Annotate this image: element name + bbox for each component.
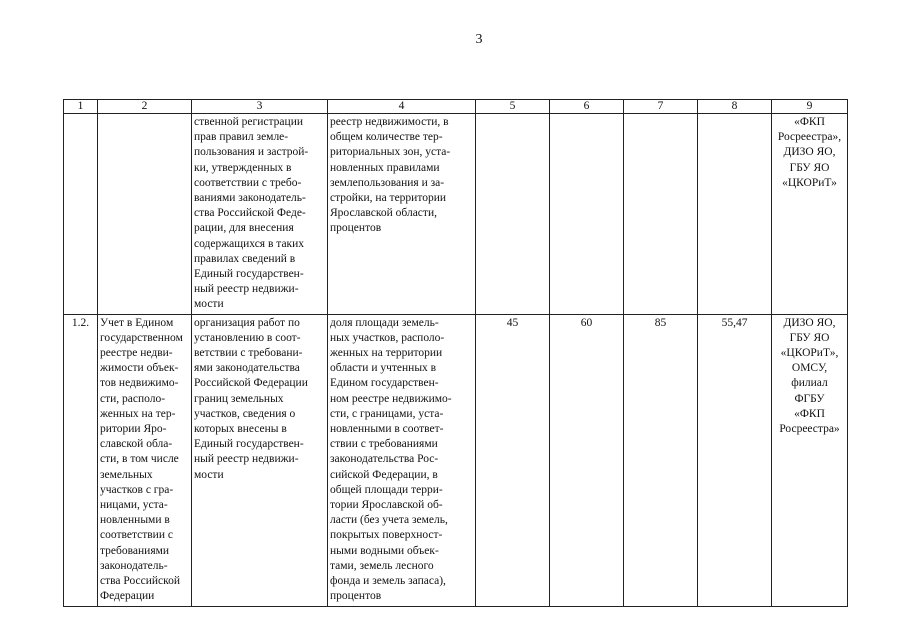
header-cell-2: 2: [98, 100, 192, 114]
header-cell-5: 5: [476, 100, 550, 114]
header-cell-6: 6: [550, 100, 624, 114]
responsible-cell: ДИЗО ЯО, ГБУ ЯО «ЦКОРиТ», ОМСУ, филиал ФГБУ «ФКП Росреестра»: [772, 314, 848, 606]
activity-cell: ственной регистрации прав правил земле- пользования и застрой- ки, утвержденных в соответствии с требо- ваниями законодатель- ства Российской Федe- рации, для внесения содержащихся в таких правилах сведений в Единый государствен- ный реестр недвижи- мости: [192, 114, 328, 315]
value-cell-6: 60: [550, 314, 624, 606]
program-table: [63, 99, 848, 607]
value-cell-5: [476, 114, 550, 315]
header-cell-4: 4: [328, 100, 476, 114]
header-cell-7: 7: [624, 100, 698, 114]
table-row: [64, 314, 848, 606]
activity-cell: организация работ по установлению в соот- ветствии с требовани- ями законодательства Российской Федерации границ земельных участков, сведения о которых внесены в Единый государствен- ный реестр недвижи- мости: [192, 314, 328, 606]
indicator-cell: реестр недвижимости, в общем количестве тер- риториальных зон, уста- новленных правилами землепользования и за- стройки, на территории Ярославской области, процентов: [328, 114, 476, 315]
header-cell-8: 8: [698, 100, 772, 114]
header-cell-3: 3: [192, 100, 328, 114]
value-cell-7: [624, 114, 698, 315]
value-cell-7: 85: [624, 314, 698, 606]
header-cell-1: 1: [64, 100, 98, 114]
page-number: 3: [475, 32, 483, 47]
header-cell-9: 9: [772, 100, 848, 114]
name-cell: Учет в Едином государственном реестре недви- жимости объек- тов недвижимо- сти, располо- женных на тер- ритории Яро- славской обла- сти, в том числе земельных участков с гра- ницами, уста- новленными в соответствии с требованиями законодатель- ства Российской Федерации: [98, 314, 192, 606]
value-cell-5: 45: [476, 314, 550, 606]
row-number-cell: 1.2.: [64, 314, 98, 606]
value-cell-8: 55,47: [698, 314, 772, 606]
indicator-cell: доля площади земель- ных участков, располо- женных на территории области и учтенных в Едином государствен- ном реестре недвижимо- сти, с границами, уста- новленными в соответ- ствии с требованиями законодательства Рос- сийской Федерации, в общей площади терри- тории Ярославской об- ласти (без учета земель, покрытых поверхност- ными водными объек- тами, земель лесного фонда и земель запаса), процентов: [328, 314, 476, 606]
row-number-cell: [64, 114, 98, 315]
value-cell-8: [698, 114, 772, 315]
name-cell: [98, 114, 192, 315]
responsible-cell: «ФКП Росреестра», ДИЗО ЯО, ГБУ ЯО «ЦКОРиТ»: [772, 114, 848, 315]
value-cell-6: [550, 114, 624, 315]
header-row: [64, 100, 848, 114]
table-row: [64, 114, 848, 315]
